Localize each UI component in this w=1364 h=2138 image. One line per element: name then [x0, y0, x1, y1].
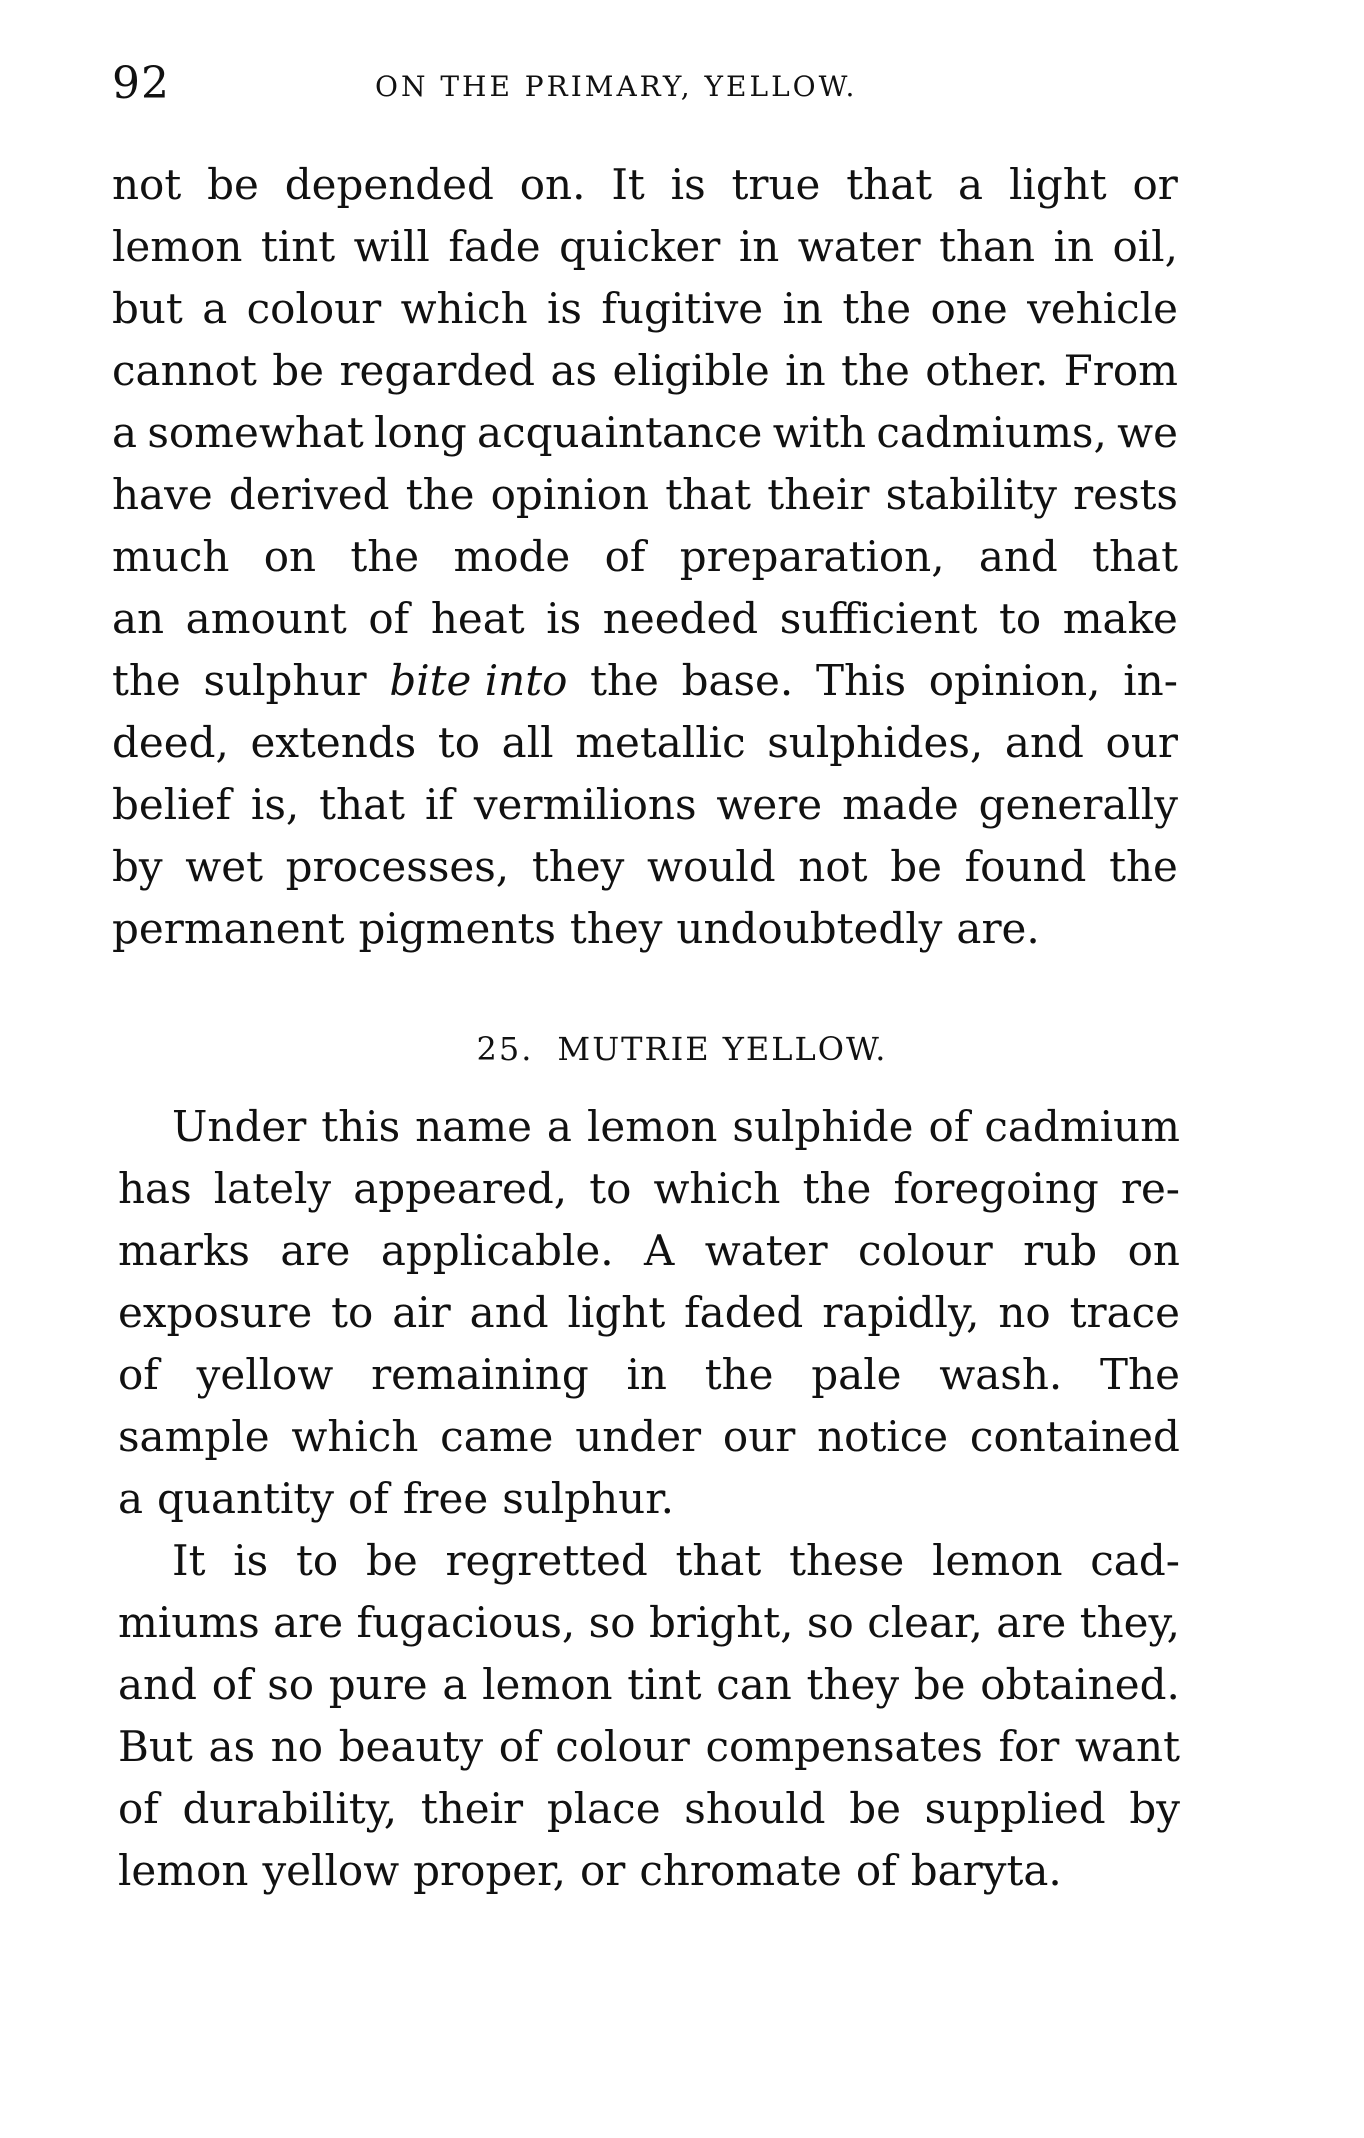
section-heading: [0, 1030, 1364, 1068]
paragraph-3: [118, 1530, 1180, 1902]
word: true: [731, 160, 821, 209]
section-title: MUTRIE YELLOW.: [557, 1030, 888, 1068]
word: compensates: [705, 1722, 983, 1771]
word: Under: [172, 1102, 307, 1151]
word: are.: [956, 904, 1040, 953]
word: lemon: [586, 1102, 718, 1151]
word: regarded: [339, 346, 536, 395]
word: rub: [1023, 1226, 1098, 1275]
word: mode: [453, 532, 571, 581]
running-head: ON THE PRIMARY, YELLOW.: [375, 70, 858, 103]
word: durability,: [182, 1784, 398, 1833]
word: the: [112, 656, 181, 705]
word: pure: [328, 1660, 428, 1709]
word: regretted: [445, 1536, 648, 1585]
word: an: [112, 594, 165, 643]
text-line: [118, 1716, 1180, 1778]
page-number: 92: [112, 58, 170, 109]
word: marks: [118, 1226, 250, 1275]
word: stability: [885, 470, 1057, 519]
word: are: [273, 1598, 344, 1647]
word: that: [319, 780, 406, 829]
text-line: [118, 1096, 1180, 1158]
word: not: [112, 160, 182, 209]
word: sulphur: [203, 656, 367, 705]
word: so: [267, 1660, 315, 1709]
word: water: [704, 1226, 828, 1275]
word: beauty: [338, 1722, 484, 1771]
word: sufficient: [779, 594, 978, 643]
word: they: [531, 842, 625, 891]
word: the: [590, 656, 659, 705]
text-line: [112, 154, 1178, 216]
word: as: [550, 346, 598, 395]
word: trace: [1069, 1288, 1180, 1337]
word: they: [569, 904, 663, 953]
word: their: [767, 470, 870, 519]
word: water: [797, 222, 921, 271]
word: these: [789, 1536, 905, 1585]
word: of: [211, 1660, 253, 1709]
word: in: [1053, 222, 1094, 271]
word: all: [501, 718, 554, 767]
word: that: [846, 160, 933, 209]
text-line: [112, 278, 1178, 340]
text-line: [118, 1468, 1180, 1530]
word: and: [469, 1288, 549, 1337]
word: somewhat: [147, 408, 364, 457]
word: is,: [250, 780, 300, 829]
word: place: [546, 1784, 661, 1833]
word: pigments: [358, 904, 556, 953]
word: to: [589, 1164, 632, 1213]
word: of: [118, 1784, 159, 1833]
word: of: [855, 1846, 897, 1895]
text-line: [112, 712, 1178, 774]
word: should: [684, 1784, 826, 1833]
word: a: [442, 1660, 468, 1709]
word: colour: [246, 284, 382, 333]
word: make: [1062, 594, 1178, 643]
text-line: [118, 1406, 1180, 1468]
paragraph-1: [112, 154, 1178, 960]
word: oil,: [1112, 222, 1178, 271]
text-line: [118, 1158, 1180, 1220]
word: and: [1004, 718, 1084, 767]
word: sulphides,: [767, 718, 984, 767]
word: or: [579, 1846, 626, 1895]
word: be: [272, 346, 325, 395]
word: to: [296, 1536, 339, 1585]
word: which: [400, 284, 528, 333]
word: came: [440, 1412, 554, 1461]
word: so: [588, 1598, 636, 1647]
word: want: [1075, 1722, 1180, 1771]
text-line: [112, 836, 1178, 898]
word: metallic: [575, 718, 746, 767]
text-line: [112, 650, 1178, 712]
word: belief: [112, 780, 232, 829]
word: permanent: [112, 904, 345, 953]
word: contained: [969, 1412, 1180, 1461]
word: be: [849, 1784, 901, 1833]
word: supplied: [924, 1784, 1106, 1833]
word: depended: [284, 160, 494, 209]
word: lately: [213, 1164, 332, 1213]
word: foregoing: [893, 1164, 1099, 1213]
word: no: [270, 1722, 324, 1771]
word: name: [415, 1102, 532, 1151]
word: exposure: [118, 1288, 313, 1337]
word: proper,: [413, 1846, 566, 1895]
word: But: [118, 1722, 193, 1771]
word: would: [647, 842, 776, 891]
word: our: [722, 1412, 796, 1461]
text-line: [112, 464, 1178, 526]
word: the: [1109, 842, 1178, 891]
word: This: [815, 656, 907, 705]
word: sample: [118, 1412, 270, 1461]
word: appeared,: [353, 1164, 568, 1213]
word: A: [644, 1226, 675, 1275]
word: cannot: [112, 346, 257, 395]
word: cadmium: [984, 1102, 1180, 1151]
word: yellow: [262, 1846, 400, 1895]
word: other.: [925, 346, 1049, 395]
word: the: [841, 346, 910, 395]
word: that: [1092, 532, 1178, 581]
word: cadmiums,: [876, 408, 1107, 457]
word: lemon: [932, 1536, 1063, 1585]
word: much: [112, 532, 230, 581]
word: It: [611, 160, 645, 209]
word: on.: [519, 160, 586, 209]
word: be: [890, 842, 942, 891]
text-line: [112, 588, 1178, 650]
word: for: [998, 1722, 1060, 1771]
word: has: [118, 1164, 192, 1213]
word: chromate: [639, 1846, 842, 1895]
text-line: [112, 216, 1178, 278]
word: be: [913, 1660, 966, 1709]
word: wet: [185, 842, 263, 891]
word: opinion: [490, 470, 650, 519]
word: which: [653, 1164, 781, 1213]
word: sulphide: [732, 1102, 914, 1151]
word: colour: [858, 1226, 993, 1275]
word: bright,: [648, 1598, 794, 1647]
word: bite into: [389, 656, 568, 705]
word: needed: [602, 594, 759, 643]
word: rests: [1073, 470, 1178, 519]
word: the: [704, 1350, 774, 1399]
word: with: [772, 408, 867, 457]
word: sulphur.: [502, 1474, 675, 1523]
word: that: [665, 470, 752, 519]
word: by: [112, 842, 163, 891]
word: generally: [978, 780, 1178, 829]
text-line: [118, 1530, 1180, 1592]
word: is: [546, 594, 582, 643]
section-number: 25.: [476, 1030, 534, 1068]
word: a: [546, 1102, 572, 1151]
word: one: [930, 284, 1008, 333]
text-line: [112, 340, 1178, 402]
word: remaining: [371, 1350, 589, 1399]
word: free: [402, 1474, 489, 1523]
word: vermilions: [473, 780, 697, 829]
word: deed,: [112, 718, 229, 767]
word: but: [112, 284, 183, 333]
word: the: [405, 470, 475, 519]
word: It: [172, 1536, 206, 1585]
word: faded: [684, 1288, 804, 1337]
word: in-: [1123, 656, 1178, 705]
word: lemon: [118, 1846, 249, 1895]
word: be: [365, 1536, 418, 1585]
word: is: [546, 284, 582, 333]
word: are: [996, 1598, 1067, 1647]
word: lemon: [112, 222, 243, 271]
text-line: [118, 1344, 1180, 1406]
text-line: [118, 1220, 1180, 1282]
word: in: [782, 284, 823, 333]
word: the: [802, 1164, 872, 1213]
word: fugitive: [601, 284, 764, 333]
word: wash.: [939, 1350, 1063, 1399]
word: is: [670, 160, 706, 209]
word: be: [207, 160, 259, 209]
word: the: [842, 284, 912, 333]
word: in: [785, 346, 826, 395]
word: of: [368, 594, 410, 643]
word: eligible: [612, 346, 770, 395]
word: under: [575, 1412, 702, 1461]
word: they: [806, 1660, 900, 1709]
text-line: [118, 1282, 1180, 1344]
word: to: [998, 594, 1042, 643]
paragraph-2: [118, 1096, 1180, 1530]
word: baryta.: [910, 1846, 1062, 1895]
word: rapidly,: [822, 1288, 980, 1337]
word: long: [374, 408, 467, 457]
word: in: [626, 1350, 667, 1399]
word: pale: [811, 1350, 902, 1399]
word: The: [1100, 1350, 1180, 1399]
word: not: [798, 842, 868, 891]
text-line: [118, 1654, 1180, 1716]
text-line: [118, 1778, 1180, 1840]
word: is: [233, 1536, 269, 1585]
word: of: [118, 1350, 159, 1399]
word: undoubtedly: [676, 904, 943, 953]
word: a: [112, 408, 138, 457]
text-line: [118, 1840, 1180, 1902]
word: will: [353, 222, 430, 271]
word: to: [331, 1288, 374, 1337]
word: light: [1008, 160, 1107, 209]
word: colour: [555, 1722, 690, 1771]
word: made: [842, 780, 959, 829]
word: the: [350, 532, 420, 581]
word: that: [675, 1536, 762, 1585]
word: processes,: [285, 842, 510, 891]
word: have: [112, 470, 213, 519]
word: heat: [430, 594, 525, 643]
word: in: [738, 222, 780, 271]
word: and: [118, 1660, 197, 1709]
word: can: [716, 1660, 792, 1709]
word: opinion,: [928, 656, 1101, 705]
word: miums: [118, 1598, 260, 1647]
word: cad-: [1090, 1536, 1180, 1585]
word: and: [978, 532, 1058, 581]
word: to: [437, 718, 481, 767]
word: our: [1105, 718, 1178, 767]
word: which: [291, 1412, 419, 1461]
word: quantity: [157, 1474, 334, 1523]
word: obtained.: [980, 1660, 1180, 1709]
word: amount: [185, 594, 347, 643]
word: acquaintance: [477, 408, 763, 457]
word: lemon: [482, 1660, 613, 1709]
word: were: [716, 780, 823, 829]
word: notice: [817, 1412, 949, 1461]
word: if: [424, 780, 454, 829]
word: of: [604, 532, 646, 581]
word: tint: [627, 1660, 702, 1709]
word: air: [392, 1288, 451, 1337]
word: a: [958, 160, 984, 209]
word: applicable.: [380, 1226, 614, 1275]
word: we: [1117, 408, 1178, 457]
text-line: [118, 1592, 1180, 1654]
word: light: [567, 1288, 666, 1337]
text-line: [112, 774, 1178, 836]
word: preparation,: [679, 532, 945, 581]
word: fade: [448, 222, 541, 271]
word: they,: [1079, 1598, 1180, 1647]
text-line: [112, 402, 1178, 464]
word: found: [964, 842, 1087, 891]
word: of: [348, 1474, 389, 1523]
word: From: [1063, 346, 1178, 395]
word: their: [420, 1784, 524, 1833]
word: on: [1127, 1226, 1180, 1275]
word: re-: [1120, 1164, 1180, 1213]
word: a: [202, 284, 228, 333]
text-line: [112, 898, 1178, 960]
word: fugacious,: [356, 1598, 576, 1647]
word: extends: [250, 718, 417, 767]
word: as: [208, 1722, 256, 1771]
text-line: [112, 526, 1178, 588]
word: base.: [681, 656, 794, 705]
word: by: [1129, 1784, 1180, 1833]
word: of: [498, 1722, 540, 1771]
word: so: [806, 1598, 854, 1647]
page-header: [0, 58, 1364, 118]
word: yellow: [196, 1350, 334, 1399]
word: this: [321, 1102, 401, 1151]
word: clear,: [867, 1598, 983, 1647]
word: quicker: [559, 222, 721, 271]
word: tint: [260, 222, 336, 271]
word: a: [118, 1474, 144, 1523]
word: are: [280, 1226, 351, 1275]
word: or: [1132, 160, 1178, 209]
word: vehicle: [1027, 284, 1178, 333]
word: derived: [228, 470, 390, 519]
word: no: [998, 1288, 1051, 1337]
word: than: [939, 222, 1036, 271]
word: of: [928, 1102, 970, 1151]
word: on: [263, 532, 317, 581]
